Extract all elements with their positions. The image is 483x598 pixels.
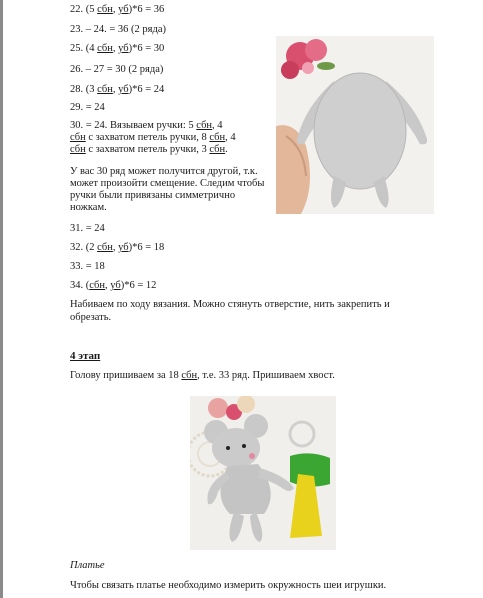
dress-text: Чтобы связать платье необходимо измерить окружность шеи игрушки. — [70, 580, 387, 591]
photo-toy-back-illustration — [276, 36, 434, 214]
stage-4-text: Голову пришиваем за 18 сбн, т.е. 33 ряд. Пришиваем хвост. — [70, 370, 335, 381]
row-22: 22. (5 сбн, уб)*6 = 36 — [70, 4, 165, 15]
row-26-27: 26. – 27 = 30 (2 ряда) — [70, 64, 164, 75]
row-30: 30. = 24. Вязываем ручки: 5 сбн, 4 сбн с захватом петель ручки, 8 сбн, 4 сбн с захватом петель ручки, 3 сбн. — [70, 120, 236, 155]
photo-mouse-dress-illustration — [190, 396, 336, 550]
photo-mouse-dress — [190, 396, 336, 550]
stuffing-instruction: Набиваем по ходу вязания. Можно стянуть отверстие, нить закрепить и обрезать. — [70, 299, 390, 323]
row-23-24: 23. – 24. = 36 (2 ряда) — [70, 24, 166, 35]
dress-heading: Платье — [70, 560, 105, 571]
row-32: 32. (2 сбн, уб)*6 = 18 — [70, 242, 165, 253]
photo-toy-back — [276, 36, 434, 214]
row-31: 31. = 24 — [70, 223, 105, 234]
page-edge — [0, 0, 3, 598]
row-25: 25. (4 сбн, уб)*6 = 30 — [70, 43, 165, 54]
row-34: 34. (сбн, уб)*6 = 12 — [70, 280, 157, 291]
row-28: 28. (3 сбн, уб)*6 = 24 — [70, 84, 165, 95]
row-29: 29. = 24 — [70, 102, 105, 113]
row-33: 33. = 18 — [70, 261, 105, 272]
row-30-note: У вас 30 ряд может получится другой, т.к. может произойти смещение. Следим чтобы ручки были привязаны симметрично ножкам. — [70, 166, 265, 213]
stage-4-heading: 4 этап — [70, 350, 101, 362]
